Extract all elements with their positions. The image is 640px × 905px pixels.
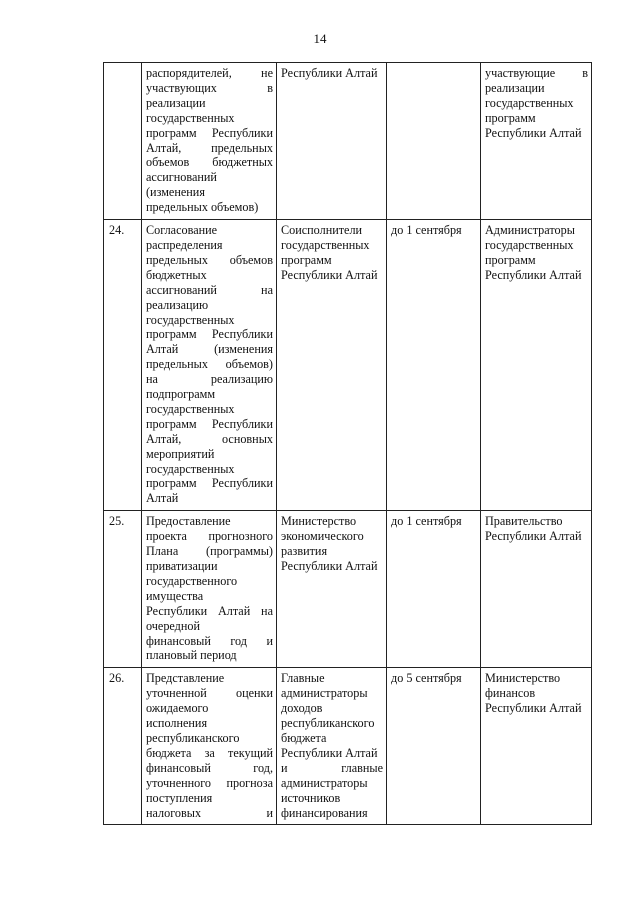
cell-line: программ Республики	[146, 125, 273, 140]
cell-line: Представление	[146, 671, 225, 686]
cell-line: предельных объемов)	[146, 357, 273, 372]
cell-line: программ Республики	[146, 327, 273, 342]
cell-line: мероприятий	[146, 446, 215, 461]
cell-line: государственных	[146, 461, 235, 476]
cell-line: Республики Алтай	[281, 267, 378, 282]
deadline: до 5 сентября	[387, 668, 481, 825]
cell-line: уточненного прогноза	[146, 775, 273, 790]
cell-line: Алтай, основных	[146, 431, 273, 446]
cell-line: Министерство	[281, 514, 357, 529]
schedule-table	[103, 62, 592, 825]
cell-line: Плана (программы)	[146, 544, 273, 559]
executor	[277, 220, 387, 511]
cell-line: программ Республики	[146, 476, 273, 491]
cell-line: финансовый год,	[146, 760, 273, 775]
cell-line: программ	[485, 252, 536, 267]
executor	[277, 63, 387, 220]
cell-line: государственных	[146, 110, 235, 125]
deadline	[387, 63, 481, 220]
cell-line: Предоставление	[146, 514, 231, 529]
cell-line: ассигнований	[146, 170, 217, 185]
cell-line: государственных	[146, 312, 235, 327]
cell-line: Республики Алтай	[485, 125, 582, 140]
cell-line: государственных	[281, 237, 370, 252]
table-row	[104, 63, 592, 220]
cell-line: Администраторы	[485, 223, 575, 238]
cell-line: республиканского	[281, 716, 375, 731]
cell-line: исполнения	[146, 716, 208, 731]
row-number: 24.	[104, 220, 142, 511]
cell-line: Республики Алтай на	[146, 603, 273, 618]
row-number	[104, 63, 142, 220]
table-row	[104, 220, 592, 511]
row-number: 26.	[104, 668, 142, 825]
cell-line: бюджета	[281, 730, 327, 745]
cell-line: объемов бюджетных	[146, 155, 273, 170]
cell-line: государственных	[485, 237, 574, 252]
cell-line: уточненной оценки	[146, 686, 273, 701]
event-description	[142, 220, 277, 511]
cell-line: доходов	[281, 701, 323, 716]
cell-line: распределения	[146, 237, 223, 252]
cell-line: Главные	[281, 671, 325, 686]
schedule-table-body	[104, 63, 592, 825]
cell-line: и главные	[281, 760, 383, 775]
cell-line: (изменения	[146, 185, 205, 200]
cell-line: источников	[281, 790, 341, 805]
cell-line: налоговых и	[146, 805, 273, 820]
row-number: 25.	[104, 511, 142, 668]
cell-line: Министерство	[485, 671, 561, 686]
deadline: до 1 сентября	[387, 511, 481, 668]
cell-line: финансирования	[281, 805, 368, 820]
cell-line: проекта прогнозного	[146, 529, 273, 544]
cell-line: распорядителей, не	[146, 66, 273, 80]
cell-line: бюджета за текущий	[146, 745, 273, 760]
cell-line: очередной	[146, 618, 200, 633]
cell-line: плановый период	[146, 648, 237, 663]
cell-line: участвующих в	[146, 80, 273, 95]
cell-line: республиканского	[146, 730, 240, 745]
deadline: до 1 сентября	[387, 220, 481, 511]
event-description	[142, 63, 277, 220]
cell-line: финансов	[485, 686, 536, 701]
cell-line: поступления	[146, 790, 213, 805]
cell-line: экономического	[281, 529, 364, 544]
page-number: 14	[313, 31, 327, 46]
cell-line: на реализацию	[146, 372, 273, 387]
cell-line: имущества	[146, 588, 204, 603]
recipient	[481, 511, 592, 668]
cell-line: государственного	[146, 573, 238, 588]
table-row	[104, 511, 592, 668]
cell-line: участвующие в	[485, 66, 588, 80]
executor	[277, 511, 387, 668]
cell-line: предельных объемов)	[146, 200, 259, 215]
cell-line: Республики Алтай	[485, 529, 582, 544]
cell-line: Алтай (изменения	[146, 342, 273, 357]
recipient	[481, 63, 592, 220]
cell-line: реализации	[146, 95, 206, 110]
event-description	[142, 511, 277, 668]
executor	[277, 668, 387, 825]
cell-line: Республики Алтай	[485, 701, 582, 716]
cell-line: Алтай	[146, 491, 179, 506]
recipient	[481, 220, 592, 511]
cell-line: развития	[281, 544, 328, 559]
cell-line: Республики Алтай	[281, 559, 378, 573]
cell-line: Республики Алтай	[485, 267, 582, 282]
event-description	[142, 668, 277, 825]
cell-line: программ	[485, 110, 536, 125]
cell-line: государственных	[485, 95, 574, 110]
cell-line: предельных объемов	[146, 252, 273, 267]
cell-line: программ	[281, 252, 332, 267]
cell-line: ожидаемого	[146, 701, 209, 716]
cell-line: бюджетных	[146, 267, 207, 282]
cell-line: Правительство	[485, 514, 563, 529]
cell-line: подпрограмм	[146, 387, 216, 402]
cell-line: Согласование	[146, 223, 218, 238]
recipient	[481, 668, 592, 825]
cell-line: Алтай, предельных	[146, 140, 273, 155]
cell-line: Республики Алтай	[281, 745, 378, 760]
cell-line: финансовый год и	[146, 633, 273, 648]
cell-line: приватизации	[146, 559, 218, 573]
cell-line: реализацию	[146, 297, 209, 312]
cell-line: программ Республики	[146, 416, 273, 431]
cell-line: администраторы	[281, 775, 368, 790]
cell-line: государственных	[146, 401, 235, 416]
table-row	[104, 668, 592, 825]
cell-line: реализации	[485, 80, 545, 95]
cell-line: Соисполнители	[281, 223, 363, 238]
cell-line: ассигнований на	[146, 282, 273, 297]
cell-line: Республики Алтай	[281, 66, 378, 80]
cell-line: администраторы	[281, 686, 368, 701]
